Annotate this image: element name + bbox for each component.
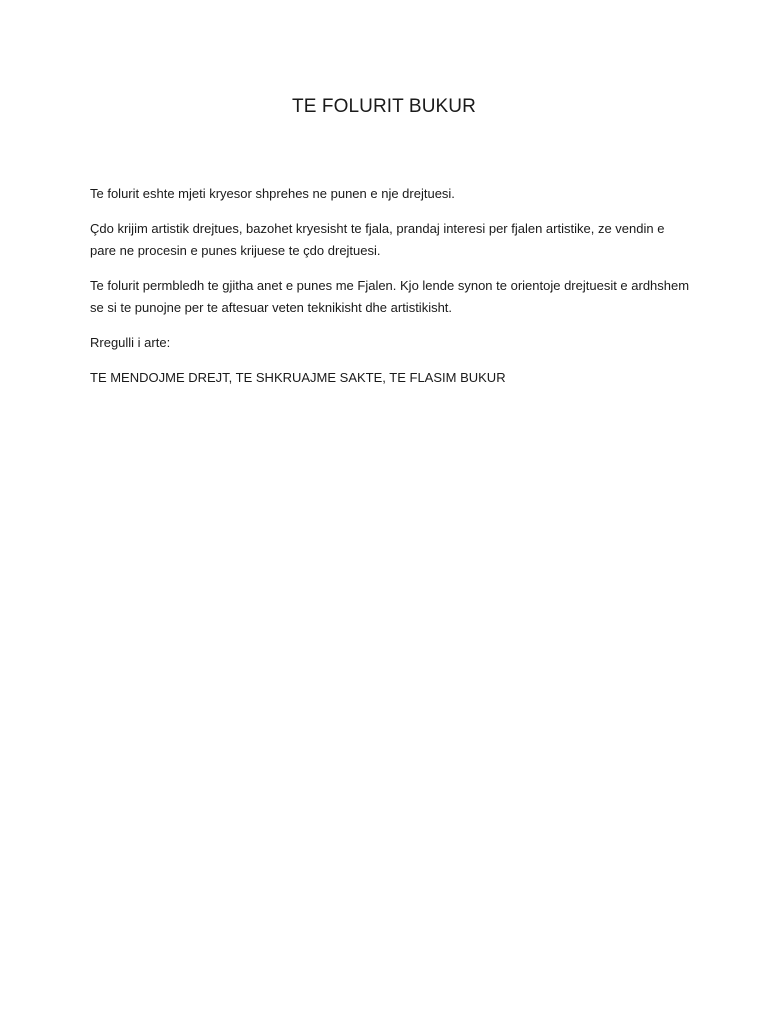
paragraph-golden-rule: TE MENDOJME DREJT, TE SHKRUAJME SAKTE, TE FLASIM BUKUR	[90, 370, 506, 385]
paragraph-intro: Te folurit eshte mjeti kryesor shprehes ne punen e nje drejtuesi.	[90, 186, 455, 201]
document-body	[90, 183, 690, 402]
paragraph-artistic-creation: Çdo krijim artistik drejtues, bazohet kryesisht te fjala, prandaj interesi per fjalen artistike, ze vendin e pare ne procesin e punes krijuese te çdo drejtuesi.	[90, 221, 665, 258]
paragraph-speech-summary: Te folurit permbledh te gjitha anet e punes me Fjalen. Kjo lende synon te orientoje drejtuesit e ardhshem se si te punojne per te aftesuar veten teknikisht dhe artistikisht.	[90, 278, 690, 315]
paragraph-golden-rule-label: Rregulli i arte:	[90, 335, 171, 350]
document-title: TE FOLURIT BUKUR	[292, 96, 476, 117]
